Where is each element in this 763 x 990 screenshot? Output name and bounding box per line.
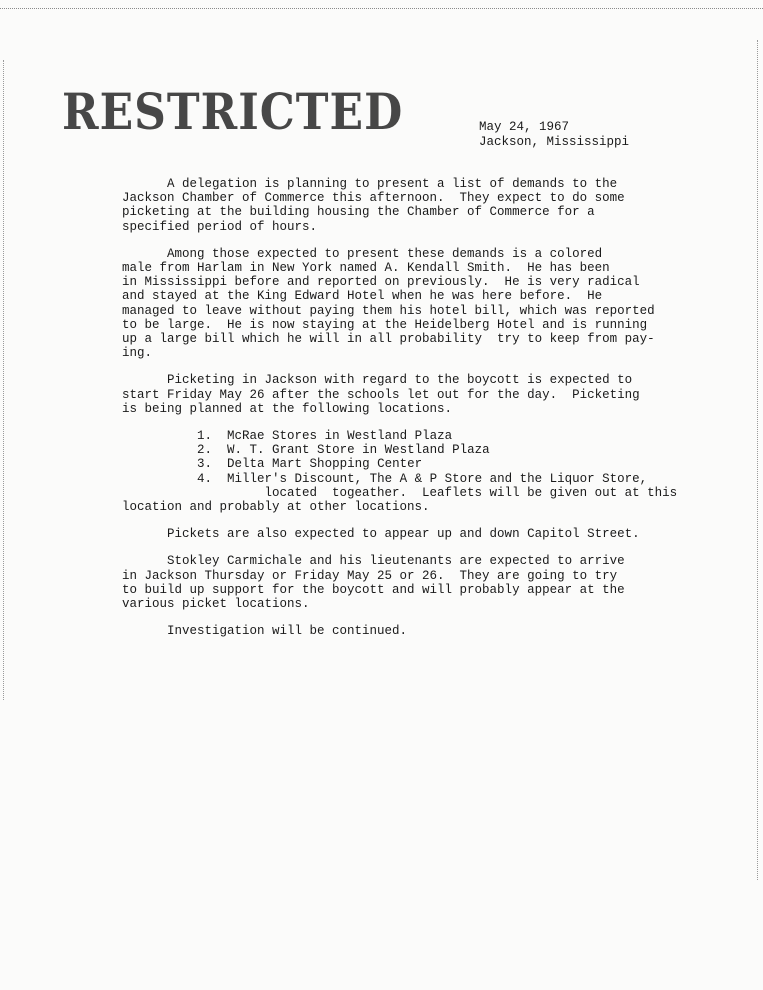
list-item: [122, 429, 642, 443]
list-item-number: 3.: [197, 457, 213, 472]
paragraph-picketing: Picketing in Jackson with regard to the boycott is expected to start Friday May 26 after the schools let out for the day. Picketing is being planned at the following locations.: [122, 373, 640, 416]
dateline: [479, 120, 629, 150]
memo-body: [122, 177, 678, 651]
list-item-number: 2.: [197, 443, 213, 458]
paragraph-kendall-smith: Among those expected to present these demands is a colored male from Harlam in New York named A. Kendall Smith. He has been in Mississippi before and reported on previously. He is very radical and stayed at the King Edward Hotel when he was here before. He managed to leave without paying them his hotel bill, which was reported to be large. He is now staying at the Heidelberg Hotel and is running up a large bill which he will in all probability try to keep from pay- ing.: [122, 246, 655, 361]
restricted-stamp: RESTRICTED: [62, 84, 404, 142]
paragraph-delegation: A delegation is planning to present a list of demands to the Jackson Chamber of Commerce this afternoon. They expect to do some picketing at the building housing the Chamber of Commerce for a specified period of hours.: [122, 177, 625, 234]
list-item: [122, 457, 642, 471]
list-item-text: Miller's Discount, The A & P Store and the Liquor Store, located togeather. Leaflets will be given out at this location and probably at other locations.: [122, 471, 678, 515]
dateline-date: May 24, 1967: [479, 120, 570, 134]
list-item: [122, 471, 678, 515]
paragraph-capitol-street: Pickets are also expected to appear up and down Capitol Street.: [122, 527, 640, 542]
page-top-edge: [0, 0, 763, 9]
right-margin-scan-noise: [757, 40, 759, 880]
paragraph-investigation: Investigation will be continued.: [122, 624, 408, 639]
list-item: [122, 443, 642, 457]
paragraph-carmichale: Stokley Carmichale and his lieutenants are expected to arrive in Jackson Thursday or Friday May 25 or 26. They are going to try to build up support for the boycott and will probably appear at the various picket locations.: [122, 554, 625, 612]
list-item-text: McRae Stores in Westland Plaza: [227, 429, 453, 444]
list-item-text: Delta Mart Shopping Center: [227, 457, 423, 472]
list-item-number: 4.: [197, 471, 213, 486]
list-item-text: W. T. Grant Store in Westland Plaza: [227, 443, 490, 458]
left-margin-scan-noise: [3, 60, 5, 700]
locations-list: [122, 429, 678, 515]
dateline-place: Jackson, Mississippi: [479, 135, 630, 149]
list-item-number: 1.: [197, 429, 213, 444]
